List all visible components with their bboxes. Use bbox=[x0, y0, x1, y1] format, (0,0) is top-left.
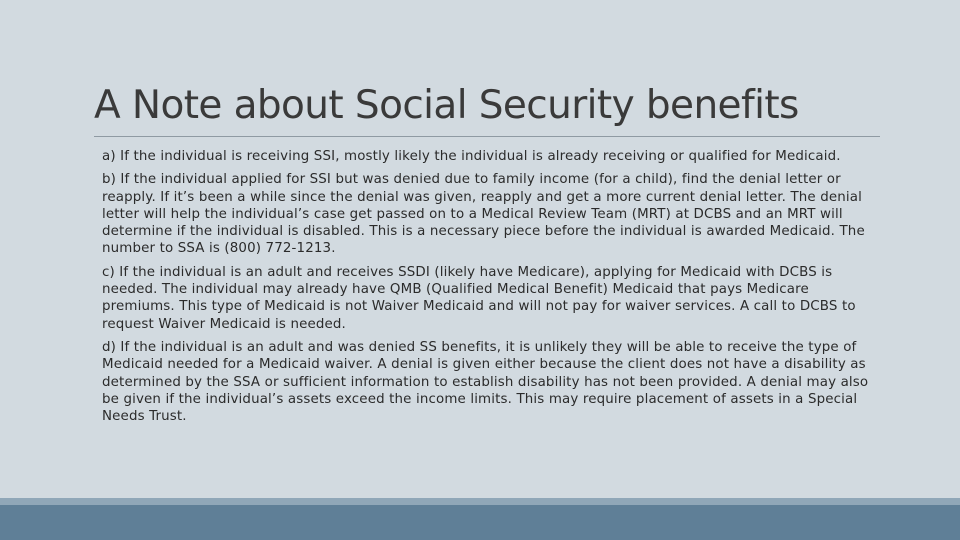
footer-highlight-strip bbox=[0, 498, 960, 505]
title-divider bbox=[94, 136, 880, 137]
paragraph-a: a) If the individual is receiving SSI, mostly likely the individual is already receiving or qualified for Medicaid. bbox=[102, 149, 841, 164]
paragraph-b: b) If the individual applied for SSI but was denied due to family income (for a child), find the denial letter or reapply. If it’s been a while since the denial was given, reapply and get a more current denial letter. The denial letter will help the individual’s case get passed on to a Medical Review Team (MRT) at DCBS and an MRT will determine if the individual is disabled. This is a necessary piece before the individual is awarded Medicaid. The number to SSA is (800) 772-1213. bbox=[102, 172, 865, 257]
slide-title: A Note about Social Security benefits bbox=[94, 83, 799, 128]
slide-body bbox=[102, 148, 878, 431]
footer-band bbox=[0, 498, 960, 540]
paragraph-d: d) If the individual is an adult and was denied SS benefits, it is unlikely they will be able to receive the type of Medicaid needed for a Medicaid waiver. A denial is given either because the client does not have a disability as determined by the SSA or sufficient information to establish disability has not been provided. A denial may also be given if the individual’s assets exceed the income limits. This may require placement of assets in a Special Needs Trust. bbox=[102, 339, 869, 425]
paragraph-c: c) If the individual is an adult and receives SSDI (likely have Medicare), applying for Medicaid with DCBS is needed. The individual may already have QMB (Qualified Medical Benefit) Medicaid that pays Medicare premiums. This type of Medicaid is not Waiver Medicaid and will not pay for waiver services. A call to DCBS to request Waiver Medicaid is needed. bbox=[102, 264, 856, 332]
